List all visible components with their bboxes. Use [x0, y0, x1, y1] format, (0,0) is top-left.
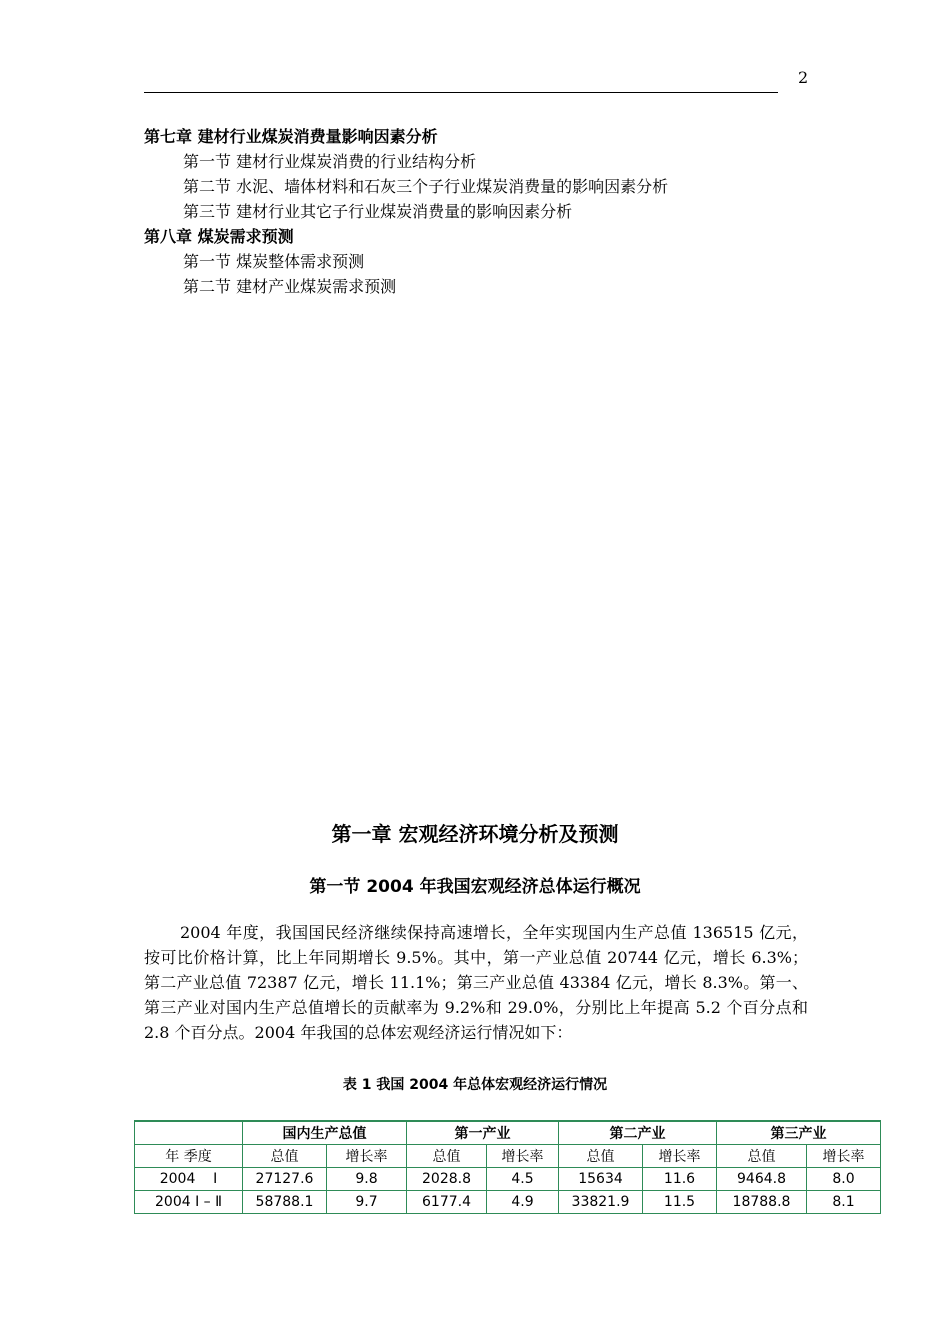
table-cell: 9464.8: [717, 1168, 807, 1191]
table-cell-period: 2004 Ⅰ: [135, 1168, 243, 1191]
body-paragraph: 2004 年度，我国国民经济继续保持高速增长，全年实现国内生产总值 136515 亿元，按可比价格计算，比上年同期增长 9.5%。其中，第一产业总值 20744 亿元，增长 6.3%；第二产业总值 72387 亿元，增长 11.1%；第三产业总值 43384 亿元，增长 8.3%。第一、第三产业对国内生产总值增长的贡献率为 9.2%和 29.0%，分别比上年提高 5.2 个百分点和 2.8 个百分点。2004 年我国的总体宏观经济运行情况如下：: [144, 923, 808, 1042]
table-sub-header: 总值: [243, 1145, 327, 1168]
table-cell: 27127.6: [243, 1168, 327, 1191]
table-sub-header: 总值: [407, 1145, 487, 1168]
table-row: [135, 1191, 881, 1214]
table-cell: 15634: [559, 1168, 643, 1191]
header-rule: [144, 92, 778, 93]
table-corner-cell: [135, 1121, 243, 1145]
page-number: 2: [798, 68, 809, 87]
toc-section[interactable]: 第二节 建材产业煤炭需求预测: [183, 277, 397, 296]
table-cell: 9.8: [327, 1168, 407, 1191]
table-sub-header: 增长率: [807, 1145, 881, 1168]
table-cell-period: 2004 Ⅰ – Ⅱ: [135, 1191, 243, 1214]
toc-section[interactable]: 第一节 煤炭整体需求预测: [183, 252, 365, 271]
table-cell: 9.7: [327, 1191, 407, 1214]
toc-section[interactable]: 第三节 建材行业其它子行业煤炭消费量的影响因素分析: [183, 202, 573, 221]
table-cell: 4.9: [487, 1191, 559, 1214]
table-caption: 表 1 我国 2004 年总体宏观经济运行情况: [342, 1077, 608, 1093]
economy-table: [134, 1120, 881, 1214]
table-group-header-row: [135, 1121, 881, 1145]
table-cell: 4.5: [487, 1168, 559, 1191]
table-row: [135, 1168, 881, 1191]
table-sub-header: 总值: [559, 1145, 643, 1168]
table-group-header: 第三产业: [717, 1121, 881, 1145]
table-group-header: 第二产业: [559, 1121, 717, 1145]
table-cell: 6177.4: [407, 1191, 487, 1214]
toc-chapter-8[interactable]: 第八章 煤炭需求预测: [144, 227, 294, 246]
table-sub-header: 增长率: [487, 1145, 559, 1168]
table-group-header: 第一产业: [407, 1121, 559, 1145]
table-cell: 2028.8: [407, 1168, 487, 1191]
table-cell: 11.5: [643, 1191, 717, 1214]
table-sub-header: 总值: [717, 1145, 807, 1168]
table-cell: 8.0: [807, 1168, 881, 1191]
table-cell: 58788.1: [243, 1191, 327, 1214]
table-sub-header-row: [135, 1145, 881, 1168]
table-cell: 18788.8: [717, 1191, 807, 1214]
table-cell: 11.6: [643, 1168, 717, 1191]
table-cell: 33821.9: [559, 1191, 643, 1214]
chapter-title: 第一章 宏观经济环境分析及预测: [331, 822, 619, 846]
table-cell: 8.1: [807, 1191, 881, 1214]
toc-chapter-7[interactable]: 第七章 建材行业煤炭消费量影响因素分析: [144, 127, 438, 146]
table-row-header-label: 年 季度: [135, 1145, 243, 1168]
toc-section[interactable]: 第二节 水泥、墙体材料和石灰三个子行业煤炭消费量的影响因素分析: [183, 177, 669, 196]
table-sub-header: 增长率: [327, 1145, 407, 1168]
section-title: 第一节 2004 年我国宏观经济总体运行概况: [309, 877, 641, 897]
toc-section[interactable]: 第一节 建材行业煤炭消费的行业结构分析: [183, 152, 477, 171]
table-of-contents: [144, 124, 824, 299]
table-group-header: 国内生产总值: [243, 1121, 407, 1145]
table-sub-header: 增长率: [643, 1145, 717, 1168]
